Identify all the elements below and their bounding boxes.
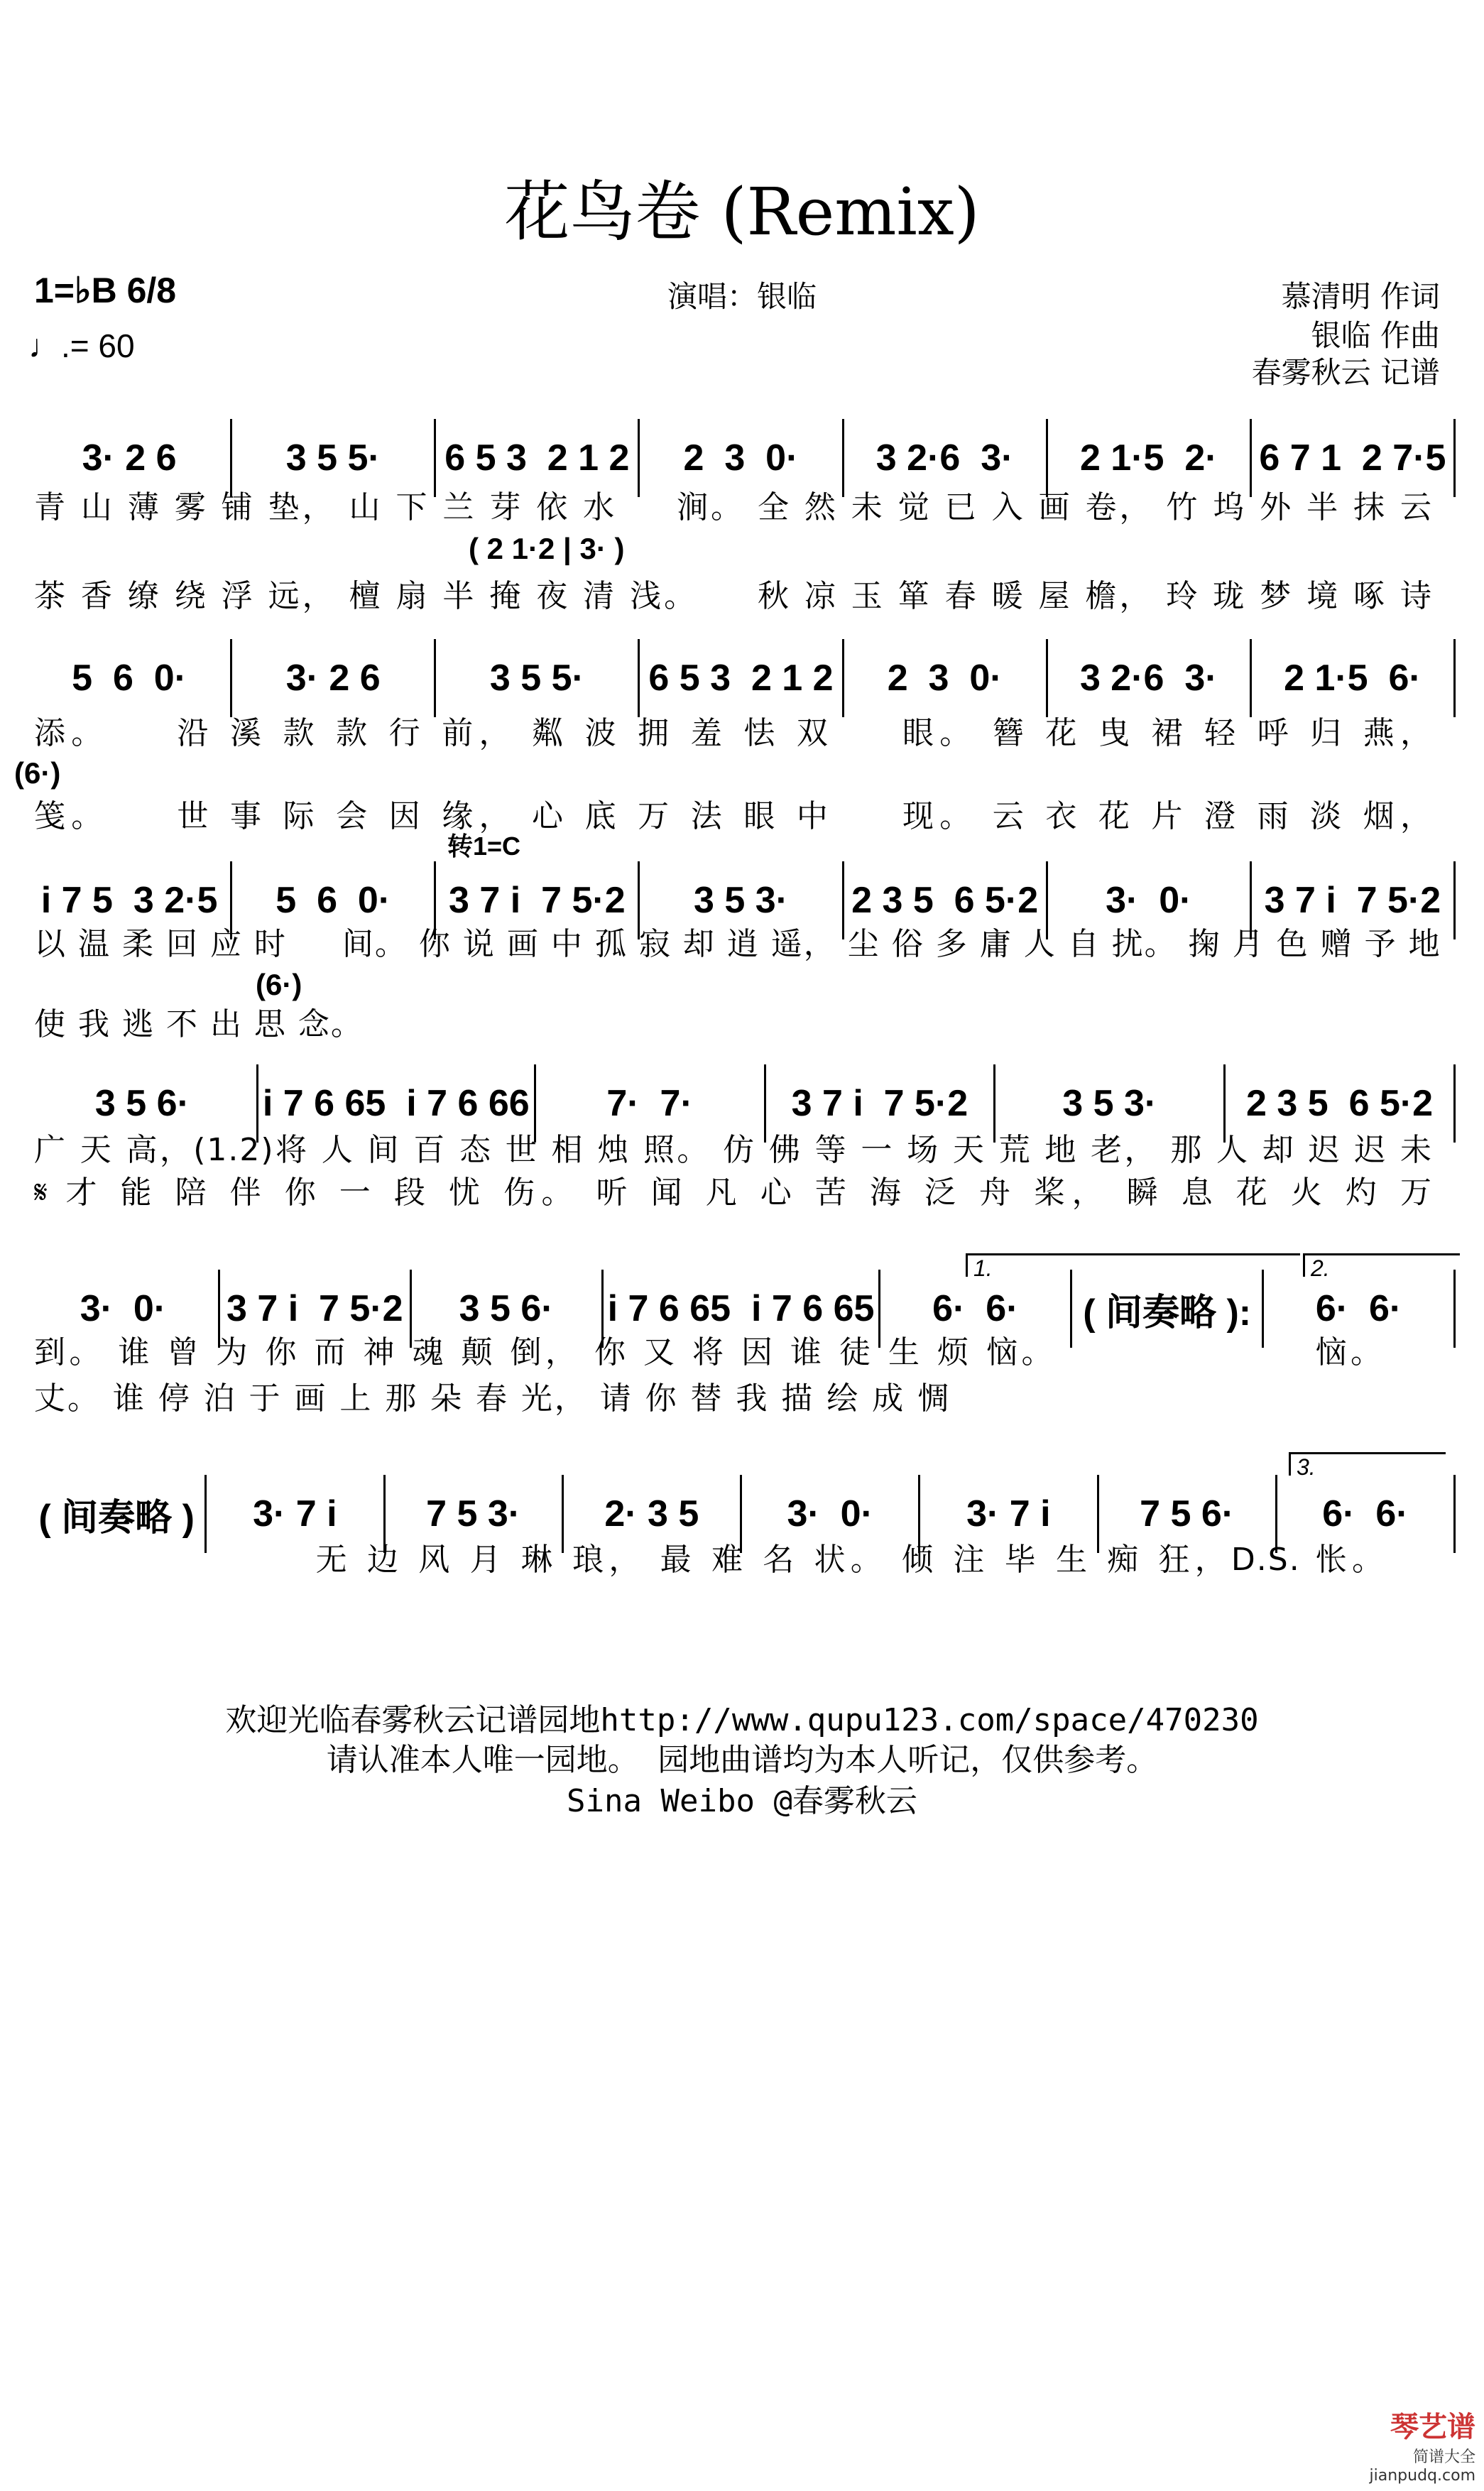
footer-line-2: 请认准本人唯一园地。 园地曲谱均为本人听记，仅供参考。: [326, 1742, 1158, 1778]
lyric-line: 到。 谁 曾 为 你 而 神 魂 颠 倒， 你 又 将 因 谁 徒 生 烦 恼。 恼。: [34, 1334, 1383, 1370]
footer-line-1: 欢迎光临春雾秋云记谱园地http://www.qupu123.com/space/470230: [225, 1702, 1259, 1738]
volta-bracket: 1.: [966, 1253, 1300, 1277]
measure: 3· 0·: [740, 1475, 918, 1553]
measure: 2 1·5 2·: [1046, 419, 1250, 497]
measure: 3 5 6·: [94, 1083, 190, 1124]
score-row: [28, 419, 1456, 497]
alternate-notes: (6·): [256, 968, 302, 1001]
measure: 7· 7·: [534, 1064, 764, 1143]
logo-name: 琴艺谱: [1390, 2411, 1475, 2443]
logo-sub: 简谱大全 jianpudq.com: [1369, 2448, 1475, 2485]
lyric-line: 𝄋 才 能 陪 伴 你 一 段 忧 伤。 听 闻 凡 心 苦 海 泛 舟 桨， 瞬 息 花 火 灼 万: [34, 1174, 1433, 1211]
measure: 6· 6·: [1262, 1270, 1456, 1348]
measure: 5 6 0·: [230, 861, 434, 939]
measure: 2 3 5 6 5·2: [842, 861, 1046, 939]
measure: 3· 0·: [1046, 861, 1250, 939]
alternate-notes: (6·): [14, 756, 61, 790]
watermark-logo: [1319, 2404, 1475, 2485]
measure: 6· 6·: [1275, 1475, 1456, 1553]
measure: 6 5 3 2 1 2: [638, 639, 841, 717]
measure: 6· 6·: [878, 1270, 1070, 1348]
measure: 2· 3 5: [562, 1475, 740, 1553]
singer: 演唱：银临: [667, 279, 817, 314]
volta-bracket: 2.: [1303, 1253, 1460, 1277]
measure: 3 5 6·: [410, 1270, 601, 1348]
footer-line-3: Sina Weibo @春雾秋云: [567, 1783, 917, 1819]
measure: 3 5 5·: [434, 639, 638, 717]
measure: 6 5 3 2 1 2: [434, 419, 638, 497]
measure: 3· 7 i: [204, 1475, 383, 1553]
measure: 6 7 1 2 7·5: [1250, 419, 1456, 497]
measure: ( 间奏略 ):: [1070, 1270, 1262, 1348]
measure: 3· 7 i: [918, 1475, 1096, 1553]
lyric-line: 茶 香 缭 绕 浮 远， 檀 扇 半 掩 夜 清 浅。 秋 凉 玉 箪 春 暖 屋 檐， 玲 珑 梦 境 啄 诗: [34, 578, 1433, 614]
page-title: 花鸟卷 (Remix): [504, 174, 980, 250]
volta-bracket: 3.: [1289, 1452, 1446, 1476]
lyric-line: 以 温 柔 回 应 时 间。 你 说 画 中 孤 寂 却 逍 遥， 尘 俗 多 庸 人 自 扰。 掬 月 色 赠 予 地: [34, 926, 1441, 962]
measure: 3· 2 6: [230, 639, 434, 717]
score-row: [28, 1064, 1456, 1143]
measure: 5 6 0·: [72, 658, 187, 699]
lyric-line: 青 山 薄 雾 铺 垫， 山 下 兰 芽 依 水 涧。 全 然 未 觉 已 入 画 卷， 竹 坞 外 半 抹 云: [34, 489, 1433, 525]
composer: 银临 作曲: [1311, 318, 1440, 353]
measure: 3 2·6 3·: [842, 419, 1046, 497]
measure: 2 1·5 6·: [1250, 639, 1456, 717]
lyric-line: 丈。 谁 停 泊 于 画 上 那 朵 春 光， 请 你 替 我 描 绘 成 惆: [34, 1380, 950, 1417]
measure: 7 5 3·: [383, 1475, 562, 1553]
measure: i 7 5 3 2·5: [40, 880, 218, 921]
measure: 3 7 i 7 5·2: [1250, 861, 1456, 939]
measure: 3 5 3·: [993, 1064, 1223, 1143]
measure: 3 7 i 7 5·2: [764, 1064, 994, 1143]
key-signature: 1=♭B 6/8: [34, 271, 177, 310]
measure: 2 3 5 6 5·2: [1223, 1064, 1456, 1143]
measure: 2 3 0·: [638, 419, 841, 497]
alternate-notes: ( 2 1·2 | 3· ): [469, 532, 625, 565]
measure: 3 5 3·: [638, 861, 841, 939]
lyric-line: 无 边 风 月 琳 琅， 最 难 名 状。 倾 注 毕 生 痴 狂，D.S. 怅。: [213, 1542, 1385, 1578]
measure: 7 5 6·: [1097, 1475, 1275, 1553]
measure: ( 间奏略 ): [38, 1497, 195, 1539]
lyric-line: 添。 沿 溪 款 款 行 前， 粼 波 拥 羞 怯 双 眼。 簪 花 曳 裙 轻 呼 归 燕，: [34, 715, 1433, 751]
measure: 2 3 0·: [842, 639, 1046, 717]
lyric-line: 广 天 高，(1.2)将 人 间 百 态 世 相 烛 照。 仿 佛 等 一 场 天 荒 地 老， 那 人 却 迟 迟 未: [34, 1132, 1433, 1168]
lyricist: 慕清明 作词: [1281, 279, 1440, 314]
lyric-line: 使 我 逃 不 出 思 念。: [34, 1006, 364, 1042]
measure: 3· 2 6: [82, 437, 177, 479]
measure: 3 7 i 7 5·2: [434, 861, 638, 939]
measure: 3 7 i 7 5·2: [218, 1270, 410, 1348]
tempo-marking: ♩.= 60: [28, 327, 135, 364]
measure: i 7 6 65 i 7 6 66: [256, 1064, 534, 1143]
key-change: 转1=C: [447, 832, 521, 861]
measure: 3· 0·: [80, 1288, 167, 1329]
lyric-line: 笺。 世 事 际 会 因 缘， 心 底 万 法 眼 中 现。 云 衣 花 片 澄 雨 淡 烟，: [34, 798, 1433, 834]
measure: 3 2·6 3·: [1046, 639, 1250, 717]
score-row: [28, 639, 1456, 717]
measure: i 7 6 65 i 7 6 65: [601, 1270, 879, 1348]
measure: 3 5 5·: [230, 419, 434, 497]
transcriber: 春雾秋云 记谱: [1251, 355, 1440, 390]
